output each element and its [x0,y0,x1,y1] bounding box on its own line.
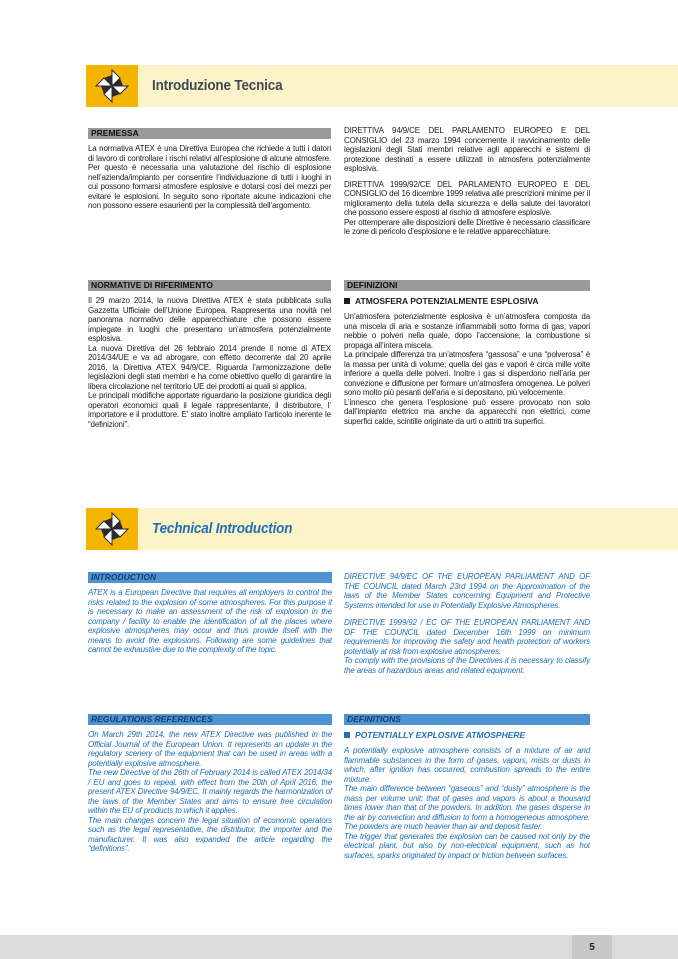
page-footer [0,935,678,959]
paragraph: To comply with the provisions of the Directives it is necessary to classify the areas of hazardous areas and related equipment. [344,656,590,675]
regulations-section [88,714,332,858]
paragraph: A potentially explosive atmosphere consists of a mixture of air and flammable substances in the form of gases, vapors, mists or dusts in which, after ignition has occurred, combustion spreads to the entire mixture. [344,746,590,784]
square-bullet-icon [344,298,350,304]
section-band-en [86,508,678,550]
introduction-section [88,572,332,659]
paragraph: DIRETTIVA 1999/92/CE DEL PARLAMENTO EUROPEO E DEL CONSIGLIO del 16 dicembre 1999 relativa alle prescrizioni minime per il miglioramento della tutela della sicurezza e della salute dei lavoratori che possono essere esposti al rischio di atmosfere esplosive. [344,179,590,217]
paragraph: Le principali modifiche apportate riguardano la posizione giuridica degli operatori economici quali il legale rappresentante, il distributore, l’ importatore e il produttore. E’ stato inoltre ampliato l’articolo inerente le “definizioni”. [88,391,331,429]
definizioni-section [344,280,590,430]
section-heading: REGULATIONS REFERENCES [88,714,332,725]
pinwheel-logo-icon [86,508,138,550]
paragraph: Per ottemperare alle disposizioni delle Direttive è necessario classificare le zone di pericolo d’esplosione e le relative apparecchiature. [344,217,590,236]
section-title: Technical Introduction [152,520,293,537]
premessa-section [88,128,331,215]
paragraph: The main difference between “gaseous” and “dusty” atmosphere is the mass per volume unit; that of gases and vapors is about a thousand times lower than that of the powders. In addition, the gases disperse in the air by convection and diffusion to form a homogeneous atmosphere. The powders are much heavier than air and deposit faster. [344,784,590,831]
section-band-it [86,65,678,107]
paragraph: The trigger that generates the explosion can be caused not only by the electrical plant, but also by non-electrical equipment, such as hot surfaces, sparks originated by impact or friction between surfaces. [344,831,590,860]
definitions-section [344,714,590,864]
section-heading: NORMATIVE DI RIFERIMENTO [88,280,331,291]
paragraph: Un’atmosfera potenzialmente esplosiva è un’atmosfera composta da una miscela di aria e sostanze infiammabili sotto forma di gas, vapori nebbie o polveri nella quale, dopo l’accensione, la combustione si propaga all’intera miscela. [344,312,590,350]
section-heading: DEFINITIONS [344,714,590,725]
paragraph: La principale differenza tra un’atmosfera “gassosa” e una “polverosa” è la massa per unità di volume; quella dei gas e vapori è circa mille volte inferiore a quella delle polveri. Inoltre i gas si disperdono nell’aria per convezione e diffusione per formare un’atmosfera omogenea. Le polveri sono molto più pesanti dell’aria e si depositano, più velocemente. [344,350,590,397]
subheading: ATMOSFERA POTENZIALMENTE ESPLOSIVA [344,296,590,306]
paragraph: ATEX is a European Directive that requires all employers to control the risks related to the explosion of some atmospheres. For this purpose it is necessary to make an assessment of the risk of explosion in the company / facility to enable the identification of all the places where explosive atmospheres may occur and thus provide itself with the means to avoid the explosions. Following are some guidelines that cannot be exhaustive due to the complexity of the topic. [88,588,332,654]
paragraph: La normativa ATEX è una Direttiva Europea che richiede a tutti i datori di lavoro di controllare i rischi relativi all’esplosione di alcune atmosfere. Per questo è necessaria una valutazione del rischio di esplosione nell’azienda/impianto per consentire l’individuazione di tutti i luoghi in cui possono formarsi atmosfere esplosive e dotarsi così dei mezzi per evitare le esplosioni. In seguito sono riportate alcune indicazioni che non possono essere esaurienti per la complessità dell’argomento. [88,144,331,210]
directives-section [344,572,590,679]
paragraph: DIRECTIVE 1999/92 / EC OF THE EUROPEAN PARLIAMENT AND OF THE COUNCIL dated December 16th 1999 on minimum requirements for improving the safety and health protection of workers potentially at risk from explosive atmospheres. [344,618,590,656]
direttive-section [344,126,590,241]
section-heading: INTRODUCTION [88,572,332,583]
paragraph: DIRECTIVE 94/9/EC OF THE EUROPEAN PARLIAMENT AND OF THE COUNCIL dated March 23rd 1994 on the Approximation of the laws of the Member States concerning Equipment and Protective Systems intended for use in Potentially Explosive Atmospheres. [344,572,590,610]
paragraph: La nuova Direttiva del 26 febbraio 2014 prende il nome di ATEX 2014/34/UE e va ad abrogare, con effetto decorrente dal 20 aprile 2016, la Direttiva ATEX 94/9/CE. Riguarda l’armonizzazione delle legislazioni degli stati membri e ha come obiettivo quello di garantire la libera circolazione nel territorio UE dei prodotti ai quali si applica. [88,343,331,391]
square-bullet-icon [344,732,350,738]
paragraph: DIRETTIVA 94/9/CE DEL PARLAMENTO EUROPEO E DEL CONSIGLIO del 23 marzo 1994 concernente il ravvicinamento delle legislazioni degli Stati membri relative agli apparecchi e sistemi di protezione destinati a essere utilizzati in atmosfera potenzialmente esplosiva. [344,126,590,173]
pinwheel-logo-icon [86,65,138,107]
subheading: POTENTIALLY EXPLOSIVE ATMOSPHERE [344,730,590,740]
normative-section [88,280,331,433]
page-number: 5 [572,935,612,959]
paragraph: The main changes concern the legal situation of economic operators such as the legal representative, the distributor, the importer and the manufacturer. It was also expanded the article regarding the “definitions”. [88,815,332,853]
section-heading: PREMESSA [88,128,331,139]
paragraph: The new Directive of the 26th of February 2014 is called ATEX 2014/34 / EU and goes to repeal, with effect from the 20th of April 2016, the present ATEX Directive 94/9/EC. It mainly regards the harmonization of the laws of the Member States and aims to ensure free circulation within the EU of products to which it applies. [88,768,332,815]
paragraph: On March 29th 2014, the new ATEX Directive was published in the Official Journal of the European Union. It represents an update in the regulatory scenery of the equipment that can be used in areas with a potentially explosive atmosphere. [88,730,332,768]
paragraph: Il 29 marzo 2014, la nuova Direttiva ATEX è stata pubblicata sulla Gazzetta Ufficiale dell’Unione Europea. Rappresenta una novità nel panorama normativo delle apparecchiature che possono essere impiegate in luoghi che presentano un’atmosfera potenzialmente esplosiva. [88,296,331,343]
section-title: Introduzione Tecnica [152,77,283,94]
section-heading: DEFINIZIONI [344,280,590,291]
paragraph: L’innesco che genera l’esplosione può essere provocato non solo dall’impianto elettrico ma anche da apparecchi non elettrici, come superfici calde, scintille originate da urti o attriti tra superfici. [344,397,590,426]
